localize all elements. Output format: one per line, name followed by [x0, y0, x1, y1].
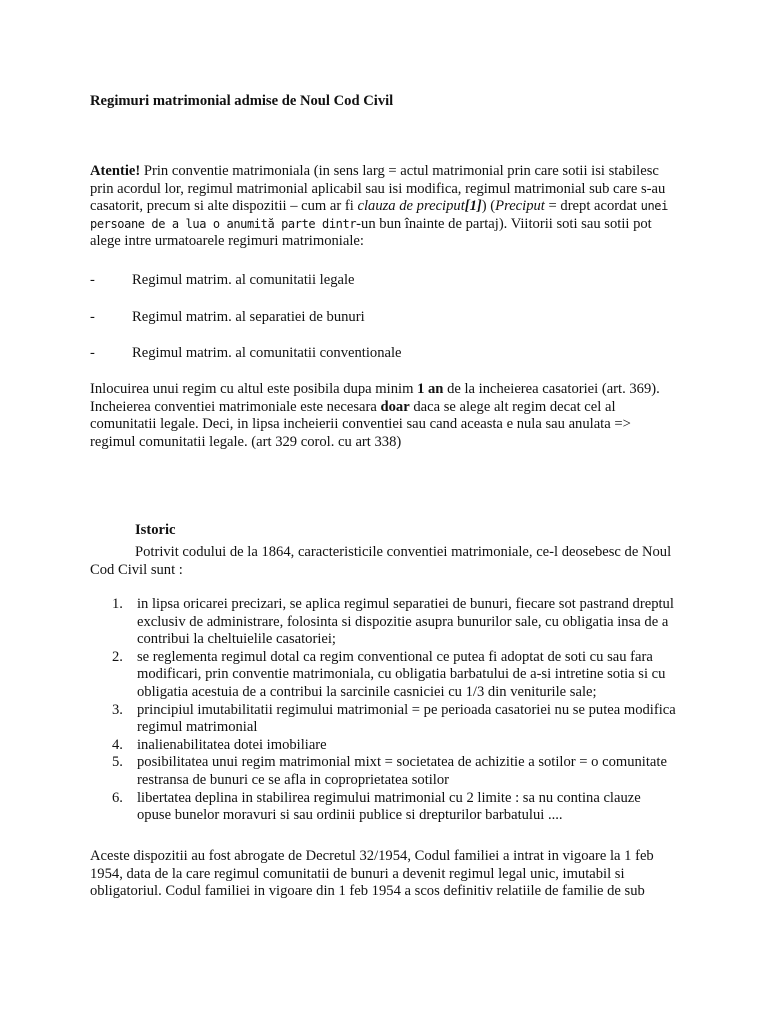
document-title: Regimuri matrimonial admise de Noul Cod Civil [90, 93, 394, 109]
regime-label: Regimul matrim. al separatiei de bunuri [132, 309, 365, 325]
intro-text-3: = drept acordat [544, 198, 641, 215]
list-number: 3. [112, 701, 123, 718]
replacement-paragraph [90, 381, 678, 451]
replacement-text-3: daca se alege alt regim decat cel al comunitatii legale. Deci, in lipsa incheierii conventiei sau cand aceasta e nula sau anulata => regimul comunitatii legale. (art 329 corol. cu art 338) [90, 398, 631, 450]
section-heading-istoric: Istoric [135, 521, 176, 538]
list-number: 4. [112, 736, 123, 753]
list-number: 1. [112, 596, 123, 612]
preciput-term: Preciput [495, 198, 545, 215]
intro-text-4: -un bun înainte de partaj). Viitorii soti sau sotii pot alege intre urmatoarele regimuri matrimoniale: [90, 215, 652, 250]
dash-bullet: - [90, 345, 95, 361]
doar-emphasis: doar [380, 398, 410, 415]
list-item [90, 737, 678, 755]
closing-paragraph: Aceste dispozitii au fost abrogate de Decretul 32/1954, Codul familiei a intrat in vigoare la 1 feb 1954, data de la care regimul comunitatii de bunuri a devenit regimul legal unic, imutabil si obligatoriul. Codul familiei in vigoare din 1 feb 1954 a scos definitiv relatiile de familie de sub [90, 848, 654, 900]
list-number: 5. [112, 754, 123, 771]
list-item [90, 649, 678, 702]
dash-bullet: - [90, 309, 95, 325]
list-item [90, 754, 678, 789]
clauza-term: clauza de preciput [357, 198, 465, 215]
list-item [90, 790, 678, 825]
regime-label: Regimul matrim. al comunitatii conventionale [132, 345, 402, 361]
regime-label: Regimul matrim. al comunitatii legale [132, 272, 355, 288]
replacement-text-2: de la incheierea casatoriei (art. 369). Incheierea conventiei matrimoniale este necesara [90, 381, 660, 415]
list-item [90, 702, 678, 737]
intro-text-2: ) ( [481, 198, 496, 215]
list-item [90, 596, 678, 649]
atentie-label: Atentie! [90, 163, 141, 179]
list-number: 6. [112, 789, 123, 806]
dash-bullet: - [90, 272, 95, 288]
list-item-text: inalienabilitatea dotei imobiliare [137, 736, 327, 753]
history-list [90, 596, 678, 825]
list-item-text: principiul imutabilitatii regimului matrimonial = pe perioada casatoriei nu se putea modifica regimul matrimonial [137, 701, 676, 736]
list-item-text: se reglementa regimul dotal ca regim conventional ce putea fi adoptat de soti cu sau fara modificari, prin conventie matrimoniala, cu obligatia barbatului de a-si intretine sotia si cu obligatia acestuia de a contribui la sarcinile casniciei cu 1/3 din veniturile sale; [137, 648, 666, 700]
footnote-link[interactable]: [1] [464, 198, 482, 215]
history-intro-paragraph: Potrivit codului de la 1864, caracteristicile conventiei matrimoniale, ce-l deosebesc de Noul Cod Civil sunt : [90, 544, 672, 578]
intro-text-1: Prin conventie matrimoniala (in sens larg = actul matrimonial prin care sotii isi stabilesc prin acordul lor, regimul matrimonial aplicabil sau isi modifica, regimul matrimonial sub care s-au casatorit, precum si alte dispozitii – cum ar fi [90, 163, 666, 215]
list-item-text: libertatea deplina in stabilirea regimului matrimonial cu 2 limite : sa nu contina clauze opuse bunelor moravuri si sau ordinii publice si drepturilor barbatului .... [137, 789, 641, 824]
list-number: 2. [112, 648, 123, 665]
intro-mono-text: unei persoane de a lua o anumită parte dintr [90, 199, 668, 231]
list-item-text: in lipsa oricarei precizari, se aplica regimul separatiei de bunuri, fiecare sot pastrand dreptul exclusiv de administrare, folosinta si dispozitie asupra bunurilor sale, cu obligatia insa de a contribui la cheltuielile casatoriei; [137, 596, 674, 648]
one-year-emphasis: 1 an [417, 381, 444, 397]
list-item-text: posibilitatea unui regim matrimonial mixt = societatea de achizitie a sotilor = o comunitate restransa de bunuri ce se afla in coproprietatea sotilor [137, 754, 667, 788]
intro-paragraph [90, 163, 678, 251]
replacement-text-1: Inlocuirea unui regim cu altul este posibila dupa minim [90, 381, 418, 397]
